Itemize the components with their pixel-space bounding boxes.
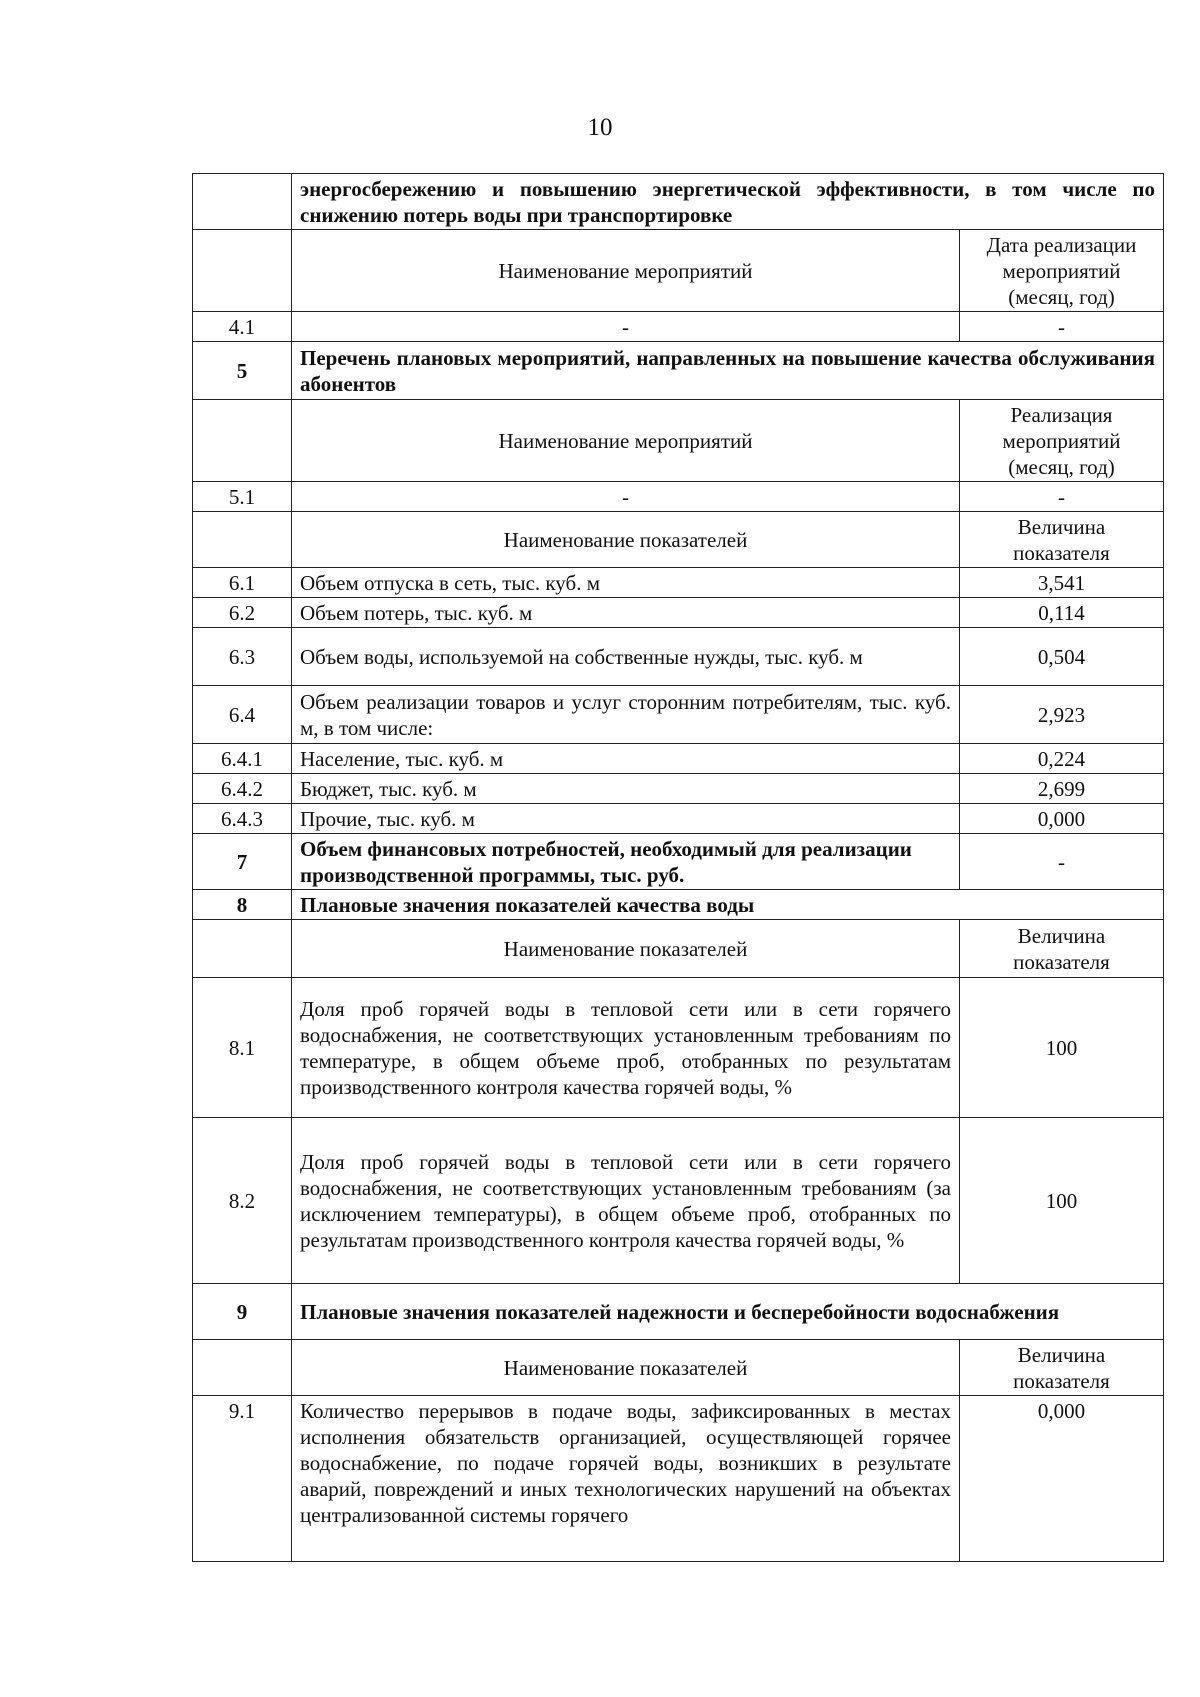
row-name: Объем реализации товаров и услуг сторонним потребителям, тыс. куб. м, в том числе:	[292, 686, 960, 744]
row-value: -	[960, 312, 1164, 342]
row-name: -	[292, 312, 960, 342]
row-value: 100	[960, 978, 1164, 1118]
table-row	[193, 744, 1164, 774]
row-name: Количество перерывов в подаче воды, зафиксированных в местах исполнения обязательств организацией, осуществляющей горячее водоснабжение, по подаче горячей воды, возникших в результате аварий, повреждений и иных технологических нарушений на объектах централизованной системы горячего	[292, 1396, 960, 1562]
row-value: -	[960, 834, 1164, 890]
row-name: Объем потерь, тыс. куб. м	[292, 598, 960, 628]
table-row	[193, 628, 1164, 686]
row-name: Население, тыс. куб. м	[292, 744, 960, 774]
row-number: 9	[193, 1284, 292, 1340]
section-title: Объем финансовых потребностей, необходимый для реализации производственной программы, тыс. руб.	[292, 834, 960, 890]
row-number: 6.4.1	[193, 744, 292, 774]
table-row	[193, 174, 1164, 230]
row-value: 3,541	[960, 568, 1164, 598]
program-table	[192, 173, 1164, 1562]
table-row	[193, 1396, 1164, 1562]
row-number: 6.4.3	[193, 804, 292, 834]
row-number: 5	[193, 342, 292, 400]
row-number: 5.1	[193, 482, 292, 512]
column-header-value: Величина показателя	[960, 920, 1164, 978]
row-name: Бюджет, тыс. куб. м	[292, 774, 960, 804]
table-row	[193, 400, 1164, 482]
table-row	[193, 512, 1164, 568]
row-value: -	[960, 482, 1164, 512]
column-header-value: Величина показателя	[960, 512, 1164, 568]
table-row	[193, 804, 1164, 834]
column-header-name: Наименование показателей	[292, 512, 960, 568]
table-row	[193, 1118, 1164, 1284]
table-row	[193, 920, 1164, 978]
column-header-name: Наименование показателей	[292, 1340, 960, 1396]
section-title: Перечень плановых мероприятий, направленных на повышение качества обслуживания абонентов	[292, 342, 1164, 400]
row-name: Доля проб горячей воды в тепловой сети или в сети горячего водоснабжения, не соответствующих установленным требованиям (за исключением температуры), в общем объеме проб, отобранных по результатам производственного контроля качества горячей воды, %	[292, 1118, 960, 1284]
column-header-realization: Реализация мероприятий (месяц, год)	[960, 400, 1164, 482]
row-number: 8.2	[193, 1118, 292, 1284]
table-row	[193, 1284, 1164, 1340]
table-row	[193, 978, 1164, 1118]
row-value: 2,699	[960, 774, 1164, 804]
row-value: 0,224	[960, 744, 1164, 774]
row-name: Доля проб горячей воды в тепловой сети или в сети горячего водоснабжения, не соответствующих установленным требованиям по температуре, в общем объеме проб, отобранных по результатам производственного контроля качества горячей воды, %	[292, 978, 960, 1118]
row-number: 6.2	[193, 598, 292, 628]
row-name: Объем воды, используемой на собственные нужды, тыс. куб. м	[292, 628, 960, 686]
row-number-cell	[193, 920, 292, 978]
row-number-cell	[193, 512, 292, 568]
row-number: 6.4	[193, 686, 292, 744]
column-header-date: Дата реализации мероприятий (месяц, год)	[960, 230, 1164, 312]
row-number: 4.1	[193, 312, 292, 342]
row-value: 0,504	[960, 628, 1164, 686]
row-number: 6.3	[193, 628, 292, 686]
table-row	[193, 774, 1164, 804]
table-row	[193, 312, 1164, 342]
row-value: 0,000	[960, 804, 1164, 834]
row-value: 0,114	[960, 598, 1164, 628]
row-number-cell	[193, 1340, 292, 1396]
row-name: -	[292, 482, 960, 512]
table-row	[193, 598, 1164, 628]
row-number-cell	[193, 400, 292, 482]
table-row	[193, 230, 1164, 312]
row-number: 9.1	[193, 1396, 292, 1562]
row-value: 100	[960, 1118, 1164, 1284]
row-number-cell	[193, 174, 292, 230]
column-header-value: Величина показателя	[960, 1340, 1164, 1396]
row-name: Объем отпуска в сеть, тыс. куб. м	[292, 568, 960, 598]
row-number: 6.1	[193, 568, 292, 598]
table-row	[193, 686, 1164, 744]
column-header-name: Наименование мероприятий	[292, 230, 960, 312]
table-row	[193, 568, 1164, 598]
row-number: 7	[193, 834, 292, 890]
section-title: Плановые значения показателей надежности и бесперебойности водоснабжения	[292, 1284, 1164, 1340]
row-name: Прочие, тыс. куб. м	[292, 804, 960, 834]
row-number: 6.4.2	[193, 774, 292, 804]
section-title: энергосбережению и повышению энергетической эффективности, в том числе по снижению потерь воды при транспортировке	[292, 174, 1164, 230]
row-number-cell	[193, 230, 292, 312]
table-row	[193, 890, 1164, 920]
column-header-name: Наименование мероприятий	[292, 400, 960, 482]
table-row	[193, 342, 1164, 400]
table-row	[193, 482, 1164, 512]
table-row	[193, 834, 1164, 890]
row-value: 2,923	[960, 686, 1164, 744]
column-header-name: Наименование показателей	[292, 920, 960, 978]
row-value: 0,000	[960, 1396, 1164, 1562]
table-row	[193, 1340, 1164, 1396]
row-number: 8.1	[193, 978, 292, 1118]
row-number: 8	[193, 890, 292, 920]
section-title: Плановые значения показателей качества воды	[292, 890, 1164, 920]
page-number: 10	[587, 114, 613, 141]
